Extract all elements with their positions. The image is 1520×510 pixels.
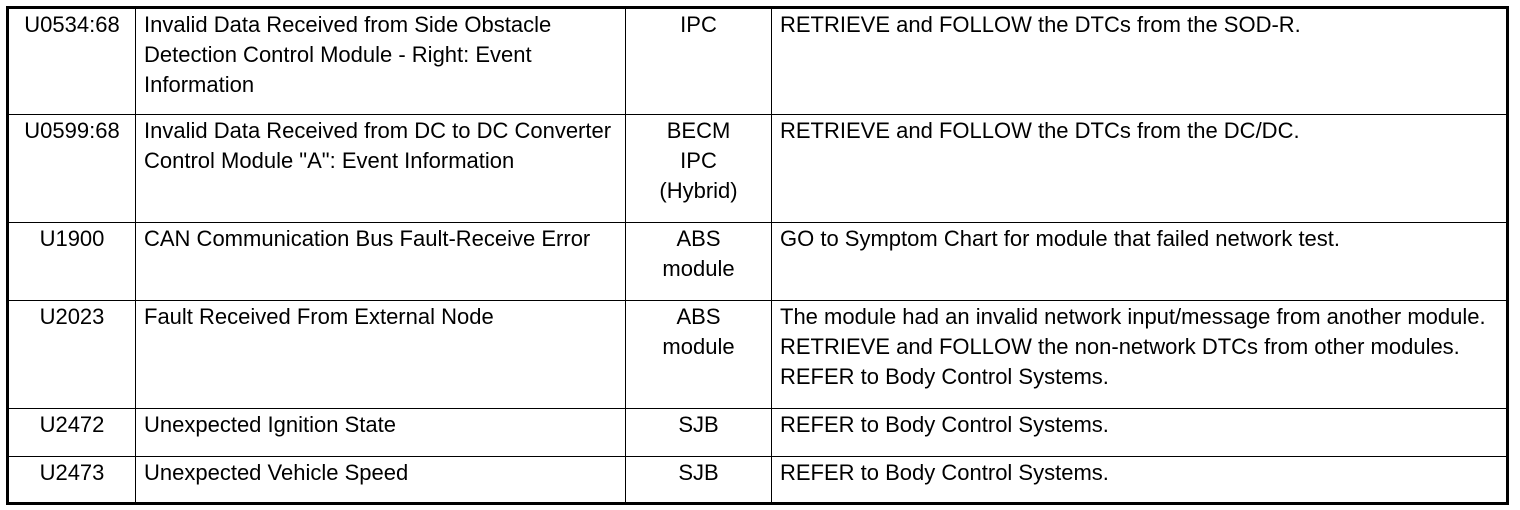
module-line: ABS — [676, 226, 721, 251]
dtc-action-cell: REFER to Body Control Systems. — [772, 409, 1508, 457]
dtc-table — [6, 6, 1509, 505]
module-line: SJB — [678, 460, 719, 485]
dtc-action-cell: RETRIEVE and FOLLOW the DTCs from the DC/DC. — [772, 115, 1508, 223]
dtc-code-cell: U2472 — [8, 409, 136, 457]
dtc-code-cell: U2023 — [8, 301, 136, 409]
dtc-action-cell: RETRIEVE and FOLLOW the DTCs from the SOD-R. — [772, 8, 1508, 115]
dtc-description-cell: Invalid Data Received from Side Obstacle Detection Control Module - Right: Event Information — [136, 8, 626, 115]
dtc-action-cell: REFER to Body Control Systems. — [772, 457, 1508, 504]
table-row — [8, 115, 1508, 223]
dtc-module-cell — [626, 301, 772, 409]
dtc-code-cell: U0599:68 — [8, 115, 136, 223]
module-line: ABS — [676, 304, 721, 329]
table-row — [8, 457, 1508, 504]
dtc-action-cell: GO to Symptom Chart for module that failed network test. — [772, 223, 1508, 301]
module-line: IPC — [680, 12, 717, 37]
module-line: (Hybrid) — [659, 178, 738, 203]
dtc-description-cell: Invalid Data Received from DC to DC Converter Control Module "A": Event Information — [136, 115, 626, 223]
table-row — [8, 301, 1508, 409]
dtc-description-cell: Fault Received From External Node — [136, 301, 626, 409]
table-row — [8, 8, 1508, 115]
module-line: SJB — [678, 412, 719, 437]
dtc-code-cell: U2473 — [8, 457, 136, 504]
table-row — [8, 409, 1508, 457]
table-row — [8, 223, 1508, 301]
dtc-module-cell — [626, 457, 772, 504]
dtc-description-cell: Unexpected Vehicle Speed — [136, 457, 626, 504]
dtc-code-cell: U0534:68 — [8, 8, 136, 115]
dtc-code-cell: U1900 — [8, 223, 136, 301]
module-line: module — [662, 256, 735, 281]
dtc-description-cell: CAN Communication Bus Fault-Receive Error — [136, 223, 626, 301]
module-line: IPC — [680, 148, 717, 173]
dtc-module-cell — [626, 223, 772, 301]
dtc-module-cell — [626, 115, 772, 223]
dtc-description-cell: Unexpected Ignition State — [136, 409, 626, 457]
dtc-action-cell: The module had an invalid network input/message from another module. RETRIEVE and FOLLOW the non-network DTCs from other modules. REFER to Body Control Systems. — [772, 301, 1508, 409]
dtc-module-cell — [626, 8, 772, 115]
module-line: BECM — [666, 118, 731, 143]
dtc-module-cell — [626, 409, 772, 457]
module-line: module — [662, 334, 735, 359]
